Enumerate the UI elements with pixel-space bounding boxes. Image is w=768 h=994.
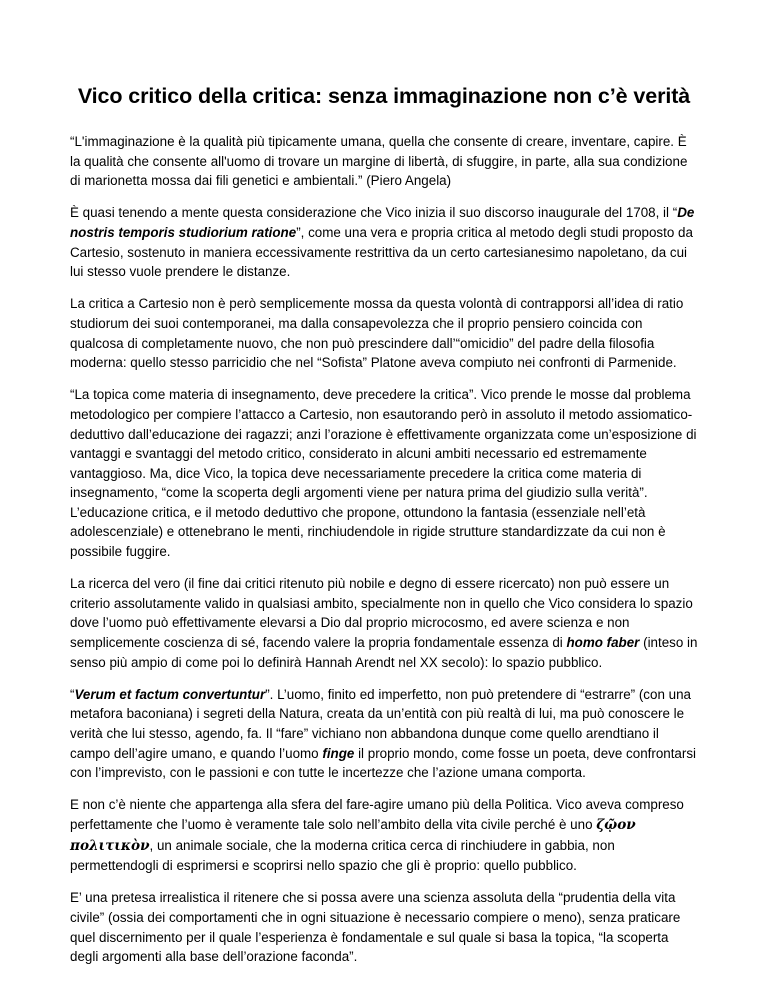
text-run: È quasi tenendo a mente questa considerazione che Vico inizia il suo discorso inaugurale del 1708, il “: [70, 205, 678, 221]
text-run: ”. L’uomo, finito ed imperfetto, non può pretendere di “estrarre” (con una metafora baconiana) i segreti della Natura, creata da un’entità con più realtà di lui, ma può conoscere le verità che lui stesso, agendo, fa. Il “fare” vichiano non abbandona dunque come quello arendtiano il campo dell’agire umano, e quando l’uomo: [70, 686, 691, 761]
text-run: E non c’è niente che appartenga alla sfera del fare-agire umano più della Politica. Vico aveva compreso perfettamente che l’uomo è veramente tale solo nell’ambito della vita civile perché è uno: [70, 797, 684, 832]
emphasis-finge: finge: [322, 745, 355, 761]
emphasis-homo-faber: homo faber: [566, 635, 640, 651]
paragraph-6: [70, 685, 698, 783]
emphasis-verum-factum: Verum et factum convertuntur: [74, 686, 266, 702]
text-run: “: [70, 686, 75, 702]
emphasis-greek-term: ζῷον πολιτικὸν: [70, 816, 636, 854]
text-run: il proprio mondo, come fosse un poeta, deve confrontarsi con l’imprevisto, con le passioni e con tutte le incertezze che l’azione umana comporta.: [70, 745, 697, 781]
emphasis-work-title: De nostris temporis studiorium ratione: [70, 205, 695, 240]
text-run: La ricerca del vero (il fine dai critici ritenuto più nobile e degno di essere ricercato) non può essere un criterio assolutamente valido in qualsiasi ambito, specialmente non in quello che Vico considera lo spazio dove l’uomo può effettivamente elevarsi a Dio dal proprio microcosmo, ed avere scienza e non semplicemente coscienza di sé, facendo valere la propria fondamentale essenza di: [70, 576, 693, 651]
paragraph-2: [70, 203, 698, 281]
paragraph-3: La critica a Cartesio non è però semplicemente mossa da questa volontà di contrapporsi all’idea di ratio studiorum dei suoi contemporanei, ma dalla consapevolezza che il proprio pensiero coincida con qualcosa di completamente nuovo, che non può prescindere dall’“omicidio” del padre della filosofia moderna: quello stesso parricidio che nel “Sofista” Platone aveva compiuto nei confronti di Parmenide.: [70, 296, 684, 371]
paragraph-8: E’ una pretesa irrealistica il ritenere che si possa avere una scienza assoluta della “prudentia della vita civile” (ossia dei comportamenti che in ogni situazione è necessario compiere o meno), senza praticare quel discernimento per il quale l’esperienza è fondamentale e sul quale si basa la topica, “la scoperta degli argomenti alla base dell’orazione faconda”.: [70, 890, 681, 965]
text-run: , un animale sociale, che la moderna critica cerca di rinchiudere in gabbia, non permettendogli di esprimersi e scoprirsi nello spazio che gli è proprio: quello pubblico.: [70, 837, 615, 874]
text-run: (inteso in senso più ampio di come poi lo definirà Hannah Arendt nel XX secolo): lo spazio pubblico.: [70, 635, 698, 670]
paragraph-7: [70, 795, 698, 875]
document-title: Vico critico della critica: senza immaginazione non c’è verità: [77, 84, 691, 108]
paragraph-4: “La topica come materia di insegnamento, deve precedere la critica”. Vico prende le mosse dal problema metodologico per compiere l’attacco a Cartesio, non esautorando però in assoluto il metodo assiomatico-deduttivo dall’educazione dei ragazzi; anzi l’orazione è effettivamente organizzata come un’esposizione di vantaggi e svantaggi del metodo critico, considerato in alcuni ambiti necessario ed estremamente vantaggioso. Ma, dice Vico, la topica deve necessariamente precedere la critica come materia di insegnamento, “come la scoperta degli argomenti viene per natura prima del giudizio sulla verità”. L’educazione critica, e il metodo deduttivo che propone, ottundono la fantasia (essenziale nell’età adolescenziale) e ottenebrano le menti, rinchiudendole in rigide strutture standardizzate da cui non è possibile fuggire.: [70, 387, 697, 560]
paragraph-5: [70, 574, 698, 672]
text-run: ”, come una vera e propria critica al metodo degli studi proposto da Cartesio, sostenuto in maniera eccessivamente restrittiva da un certo cartesianesimo napoletano, da cui lui stesso vuole prendere le distanze.: [70, 224, 693, 280]
paragraph-quote: “L'immaginazione è la qualità più tipicamente umana, quella che consente di creare, inventare, capire. È la qualità che consente all'uomo di trovare un margine di libertà, di sfuggire, in parte, alla sua condizione di marionetta mossa dai fili genetici e ambientali.” (Piero Angela): [70, 134, 688, 189]
